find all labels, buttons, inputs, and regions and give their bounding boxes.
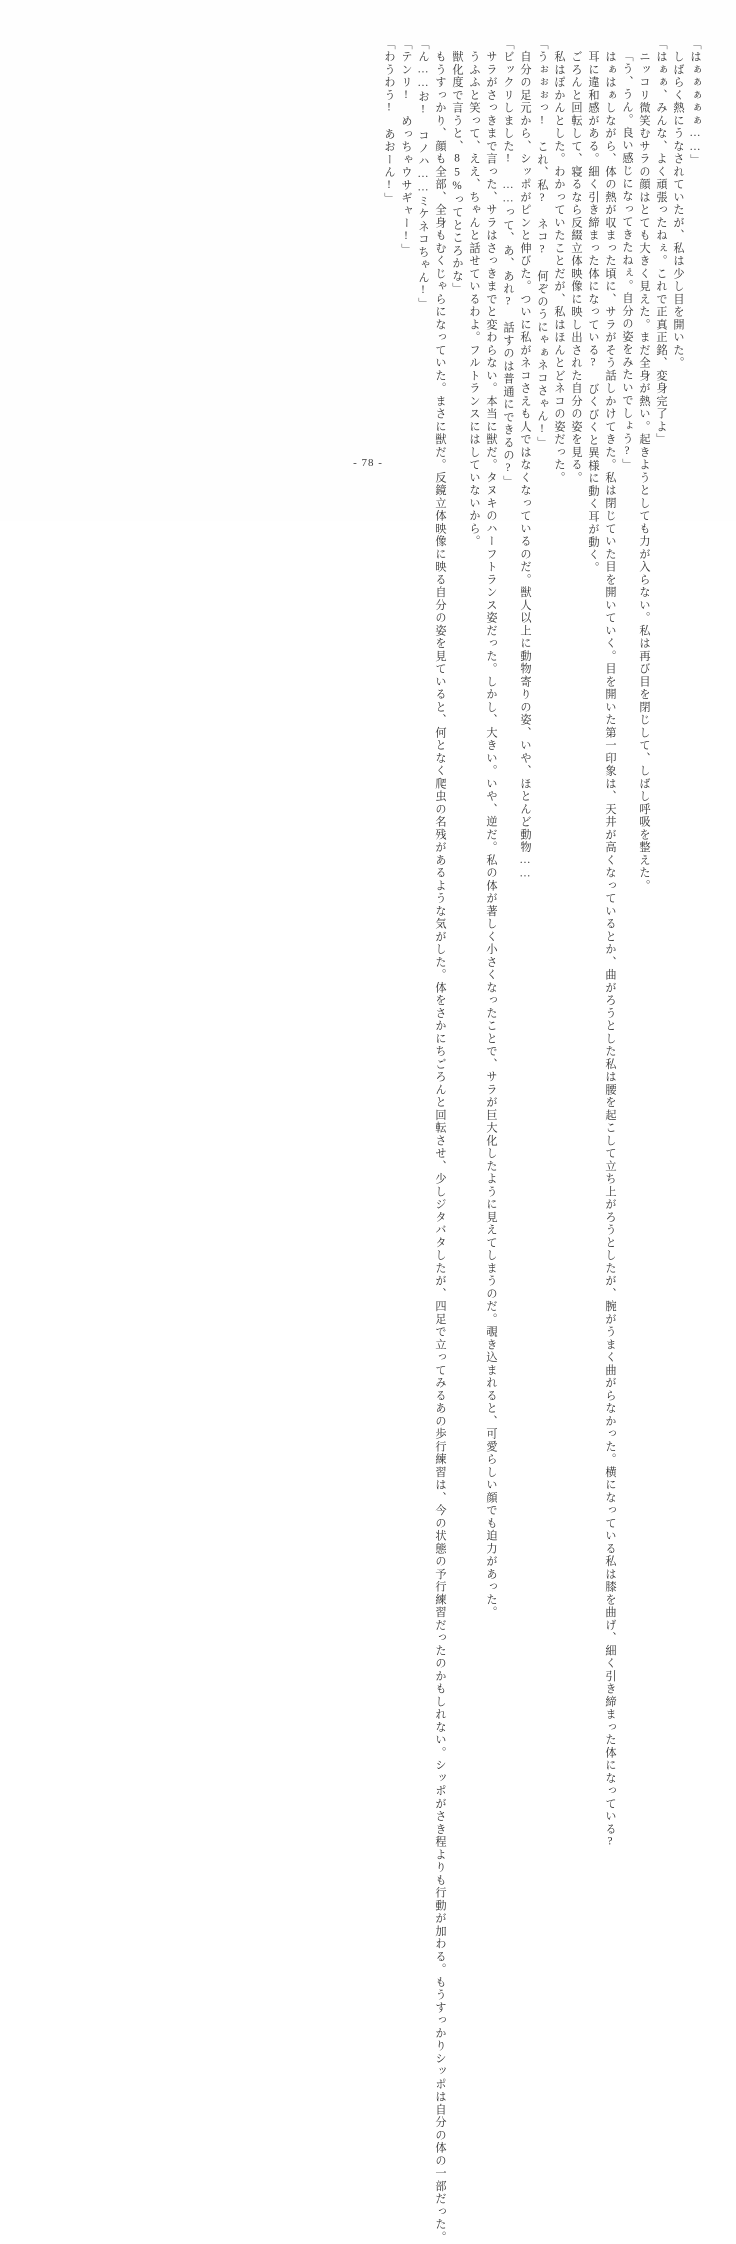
text-line: 「テンリ! めっちゃウサギャー!」	[400, 38, 412, 257]
text-line: 「ん……お! コノハ……ミケネコちゃん!」	[417, 38, 429, 311]
text-line: 獣化度で言うと、85%ってところかな」	[451, 38, 463, 296]
text-line: しばらく熱にうなされていたが、私は少し目を開いた。	[672, 38, 684, 370]
text-line: もうすっかり、顔も全部、全身もむくじゃらになっていた。まさに獣だ。反鏡立体映像に映る自分の姿を見ていると、何となく爬虫の名残があるような気がした。体をさかにちごろんと回転させ、少しジタバタしたが、四足で立ってみるあの歩行練習は、今の状態の予行練習だったのかもしれない。シッポがさき程よりも行動が加わる。もうすっかりシッポは自分の体の一部だった。	[434, 38, 446, 2244]
text-line: 「はぁぁ、みんな、よく頑張ったねぇ。これで正真正銘、変身完了よ」	[655, 38, 667, 446]
text-line: ごろんと回転して、寝るなら反綴立体映像に映し出された自分の姿を見る。	[570, 38, 582, 485]
text-line: ニッコリ微笑むサラの顔はとても大きく見えた。まだ全身が熱い。起きようとしても力が入らない。私は再び目を閉じして、しばし呼吸を整えた。	[638, 38, 650, 893]
text-line: うふふと笑って、ええ、ちゃんと話せているわよ。フルトランスにはしていないから。	[468, 38, 480, 548]
text-line: 「はぁぁぁぁぁ……」	[689, 38, 701, 168]
text-line: サラがさっきまで言った、サラはさっきまでと変わらない。本当に獣だ。タヌキのハーフトランス姿だった。しかし、大きい。いや、逆だ。私の体が著しく小さくなったことで、サラが巨大化したように見えてしまうのだ。覗き込まれると、可愛らしい顔でも迫力があった。	[485, 38, 497, 1619]
text-line: 自分の足元から、シッポがピンと伸びた。ついに私がネコさえも人ではなくなっているのだ。獣人以上に動物寄りの姿、いや、ほとんど動物……	[519, 38, 531, 882]
text-line: 私はぽかんとした。わかっていたことだが、私はほんとどネコの姿だった。	[553, 38, 565, 485]
text-line: 「わうわう! あおーん!」	[383, 38, 395, 206]
text-line: 「う、うん。良い感じになってきたねぇ。自分の姿をみたいでしょう?」	[621, 50, 633, 472]
page-number: - 78 -	[353, 457, 383, 469]
text-line: 「うぉぉぉっ! これ、私? ネコ? 何ぞのうにゃぁネコさゃん!」	[536, 38, 548, 450]
text-line: 「ビックリしました! ……って、あ、あれ? 話すのは普通にできるの?」	[502, 38, 514, 489]
text-line: はぁはぁしながら、体の熱が収まった頃に、サラがそう話しかけてきた。私は閉じていた目を開いていく。目を開いた第一印象は、天井が高くなっているとか、曲がろうとした私は腰を起こして立ち上がろうとしたが、腕がうまく曲がらなかった。横になっている私は膝を曲げ、細く引き締まった体になっている?	[604, 38, 616, 1850]
text-line: 耳に違和感がある。細く引き締まった体になっている? びくびくと異様に動く耳が動く。	[587, 38, 599, 575]
